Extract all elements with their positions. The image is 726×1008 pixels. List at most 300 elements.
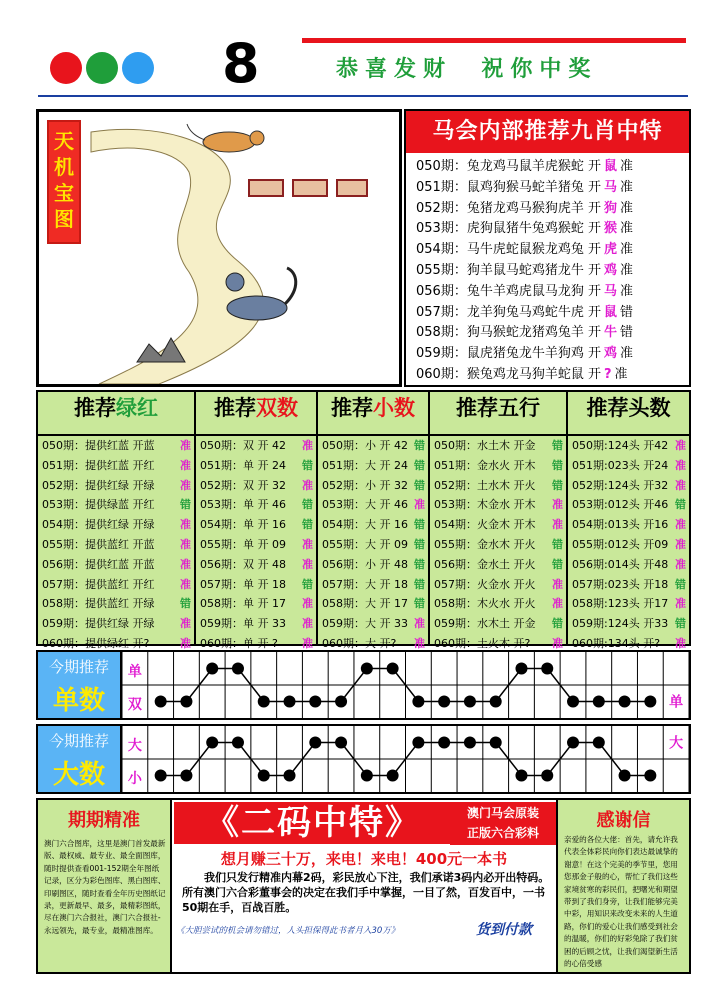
row-text: 051期：金水火 开木 [434,458,536,472]
nine-zodiac-period: 054期： [416,242,467,258]
trend-point [541,770,553,782]
trend-point [490,696,502,708]
nine-zodiac-period: 055期： [416,262,467,278]
table-row [430,515,566,535]
table-row [568,456,689,476]
row-result: 错 [302,518,313,532]
big-small-trend [36,724,691,794]
header-slogan: 恭喜发财 祝你中奖 [336,56,598,82]
nine-zodiac-result: 鸡 [603,346,617,362]
trend-point [258,696,270,708]
row-text: 060期：大 开? [322,636,397,650]
nine-zodiac-result: 马 [603,179,617,195]
table-row [430,594,566,614]
nine-zodiac-status: 错 [620,304,634,320]
table-row [430,495,566,515]
trend-point [387,663,399,675]
left-info-box [38,800,172,972]
trend-point [438,737,450,749]
table-row [568,495,689,515]
nine-zodiac-open: 开 [583,325,601,341]
big-small-trend-label: 今期推荐 大数 [38,726,122,792]
row-text: 058期：提供蓝红 开绿 [42,597,155,611]
trend-point [155,696,167,708]
row-text: 056期：金水土 开火 [434,557,536,571]
table-row [568,515,689,535]
row-text: 050期：提供红蓝 开蓝 [42,439,155,452]
nine-zodiac-period: 050期： [416,159,467,174]
row-text: 059期：大 开 33 [322,617,408,631]
table-row [38,614,194,634]
row-result: 准 [302,557,313,571]
nine-zodiac-open: 开 [583,242,601,258]
table-row [318,456,428,476]
nine-zodiac-period: 059期： [416,346,467,362]
row-text: 051期:023头 开24 [572,458,669,472]
nine-zodiac-zodiac: 猴兔鸡龙马狗羊蛇鼠 [466,366,584,382]
table-row [318,575,428,595]
row-result: 准 [675,557,686,571]
left-info-text: 澳门六合图库，这里是澳门首发最新版、最权威、最专业、最全面图库，随时提供查看001-152期全年图纸记录，区分为彩色图库、黑白图库、印刷图区，随时查看全年历史图纸记录，更新最早、最多，最精彩图纸，尽在澳门六合报社，澳门六合报社-永远领先，最专业，最精准图库。 [44,839,166,935]
nine-zodiac-status: 准 [620,221,634,237]
row-text: 052期：土水木 开火 [434,478,536,492]
row-result: 错 [302,498,313,512]
nine-zodiac-zodiac: 兔龙鸡马鼠羊虎猴蛇 [466,159,584,174]
row-text: 059期：水木土 开金 [434,617,536,631]
row-text: 054期：单 开 16 [200,518,286,532]
row-result: 准 [180,439,191,452]
row-result: 错 [414,597,425,611]
row-result: 准 [552,577,563,591]
nine-zodiac-result: 鼠 [603,304,617,320]
nine-zodiac-period: 058期： [416,325,467,341]
table-row [196,436,316,456]
trend-point [180,770,192,782]
row-result: 错 [675,617,686,631]
table-row [568,614,689,634]
table-row [430,575,566,595]
header-red-line [302,38,686,43]
trend-point [567,696,579,708]
col-head-number-title: 推荐头数 [568,392,689,436]
row-result: 错 [180,597,191,611]
row-result: 错 [552,557,563,571]
table-row [318,535,428,555]
row-result: 错 [302,458,313,472]
nine-zodiac-row [406,282,689,303]
row-text: 060期:134头 开? [572,636,661,650]
table-row [318,495,428,515]
table-row [38,555,194,575]
nine-zodiac-period: 051期： [416,179,467,195]
row-text: 059期:124头 开33 [572,617,669,631]
nine-zodiac-list [406,153,689,386]
row-text: 054期：提供红绿 开绿 [42,518,155,532]
row-text: 058期：单 开 17 [200,597,286,611]
nine-zodiac-zodiac: 虎狗鼠猪牛兔鸡猴蛇 [466,221,584,237]
nine-zodiac-panel [404,109,691,387]
treasure-label: 天机宝图 [47,120,81,244]
trend-point [490,737,502,749]
row-result: 准 [302,636,313,650]
trend-point [309,696,321,708]
row-text: 051期：提供红蓝 开红 [42,458,155,472]
page-number: 8 [222,32,260,95]
row-result: 错 [414,518,425,532]
table-row [38,575,194,595]
row-text: 057期：提供蓝红 开红 [42,577,155,591]
promo-note: 《大胆尝试的机会请勿错过，人头担保得此书者月入30万》 [176,926,400,936]
trend-end-marker: 大 [669,735,684,752]
table-row [430,614,566,634]
hotline-text: 想月赚三十万，来电！来电！400元一本书 [220,850,508,868]
nine-zodiac-result: 虎 [603,242,617,258]
nine-zodiac-open: 开 [583,283,601,299]
table-row [318,594,428,614]
trend-point [412,696,424,708]
nine-zodiac-status: 准 [620,159,634,174]
nine-zodiac-zodiac: 鼠鸡狗猴马蛇羊猪兔 [466,179,584,195]
trend-point [180,696,192,708]
trend-point [206,663,218,675]
col-five-elements-title: 推荐五行 [430,392,566,436]
table-row [318,614,428,634]
row-text: 051期：单 开 24 [200,458,286,472]
nine-zodiac-row [406,178,689,199]
trend-point [284,770,296,782]
promo-body: 我们只发行精准内幕2码，彩民放心下注，我们承诺3码内必开出特码。所有澳门六合彩董事会的决定在我们手中掌握，一目了然，百发百中，一书50期在手，百战百胜。 [182,871,550,914]
nine-zodiac-open: 开 [583,221,601,237]
nine-zodiac-zodiac: 狗马猴蛇龙猪鸡兔羊 [466,325,584,341]
row-result: 准 [302,597,313,611]
thanks-letter-box [556,800,689,972]
row-text: 058期：木火水 开火 [434,597,536,611]
trend-point [593,737,605,749]
row-result: 错 [414,439,425,452]
table-row [38,594,194,614]
two-code-banner: 《二码中特》 [174,802,452,844]
nine-zodiac-row [406,365,689,386]
row-text: 055期：提供蓝红 开蓝 [42,537,155,551]
table-row [430,535,566,555]
table-row [38,476,194,496]
row-text: 060期：土火木 开? [434,636,531,650]
table-row [38,456,194,476]
thanks-letter-title: 感谢信 [596,810,651,831]
nine-zodiac-status: 准 [614,366,628,382]
nine-zodiac-zodiac: 鼠虎猪兔龙牛羊狗鸡 [466,346,584,362]
row-result: 错 [552,537,563,551]
trend-point [335,737,347,749]
trend-point [438,696,450,708]
bottom-ad-panel [36,798,691,974]
nine-zodiac-row [406,199,689,220]
row-result: 错 [180,498,191,512]
trend-point [464,737,476,749]
nine-zodiac-open: 开 [583,159,601,174]
nine-zodiac-row [406,240,689,261]
row-result: 错 [414,577,425,591]
trend-point [155,770,167,782]
nine-zodiac-open: 开 [583,179,601,195]
row-result: 准 [180,518,191,532]
nine-zodiac-result: ? [603,366,612,382]
table-row [568,555,689,575]
nine-zodiac-result: 鸡 [603,262,617,278]
table-row [430,436,566,456]
green-dot [86,52,118,84]
table-row [38,495,194,515]
row-result: 准 [180,478,191,492]
table-row [568,575,689,595]
nine-zodiac-open: 开 [583,262,601,278]
row-result: 准 [414,636,425,650]
row-text: 053期：单 开 46 [200,498,286,512]
row-result: 准 [180,537,191,551]
table-row [196,555,316,575]
nine-zodiac-row [406,303,689,324]
col-odd-even-title: 推荐双数 [196,392,316,436]
trend-end-marker: 单 [669,694,684,711]
table-row [38,535,194,555]
nine-zodiac-title: 马会内部推荐九肖中特 [406,111,689,153]
row-text: 053期:012头 开46 [572,498,669,512]
row-text: 050期：水土木 开金 [434,439,536,452]
row-result: 准 [302,537,313,551]
nine-zodiac-period: 056期： [416,283,467,299]
big-small-trend-chart [122,726,689,792]
row-result: 准 [180,636,191,650]
row-text: 056期：小 开 48 [322,557,408,571]
row-result: 准 [302,617,313,631]
col-green-red-title: 推荐绿红 [38,392,194,436]
table-row [196,575,316,595]
row-text: 055期：单 开 09 [200,537,286,551]
row-text: 050期:124头 开42 [572,439,669,452]
row-text: 057期:023头 开18 [572,577,669,591]
nine-zodiac-open: 开 [583,346,601,362]
row-result: 准 [675,597,686,611]
nine-zodiac-result: 马 [603,283,617,299]
table-row [568,594,689,614]
row-text: 054期：大 开 16 [322,518,408,532]
row-text: 056期：提供红蓝 开蓝 [42,557,155,571]
row-text: 050期：双 开 42 [200,439,286,452]
row-text: 052期：提供红绿 开绿 [42,478,155,492]
row-result: 准 [302,478,313,492]
table-row [196,476,316,496]
trend-axis-label: 大 [127,738,142,754]
trend-point [541,663,553,675]
row-text: 058期:123头 开17 [572,597,669,611]
row-result: 准 [675,636,686,650]
trend-point [464,696,476,708]
nine-zodiac-status: 准 [620,346,634,362]
row-result: 准 [675,439,686,452]
row-text: 050期：小 开 42 [322,439,408,452]
row-result: 错 [552,617,563,631]
row-text: 058期：大 开 17 [322,597,408,611]
nine-zodiac-period: 060期： [416,366,467,382]
row-result: 错 [302,577,313,591]
red-dot [50,52,82,84]
row-text: 053期：大 开 46 [322,498,408,512]
trend-axis-label: 双 [127,697,142,713]
table-row [196,535,316,555]
row-result: 准 [180,617,191,631]
nine-zodiac-open: 开 [583,304,601,320]
row-result: 错 [552,458,563,472]
thanks-letter-text: 亲爱的各位大佬：首先，请允许我代表全体彩民向你们表达最诚挚的谢意！在这个完美的季节里，您用您那金子般的心，帮忙了我们这些家境贫寒的彩民们，把曙光和期望带到了我们身旁，让我们能够完美中彩，用知识来改变未来的人生道路，你们的爱心让我们感受到社会的温暖，你们的好彩兔除了我们贫困的后顾之忧，让我们渴望新生活的心倍受感 [564,835,678,969]
table-row [196,515,316,535]
row-text: 057期：单 开 18 [200,577,286,591]
table-row [430,456,566,476]
nine-zodiac-status: 准 [620,242,634,258]
nine-zodiac-status: 错 [620,325,634,341]
nine-zodiac-zodiac: 马牛虎蛇鼠猴龙鸡兔 [466,242,584,258]
nine-zodiac-row [406,344,689,365]
row-text: 053期：提供绿蓝 开红 [42,498,155,512]
table-row [568,436,689,456]
row-text: 060期：提供绿红 开? [42,636,150,650]
recommend-table [36,390,691,650]
treasure-illustration [39,112,399,384]
row-text: 055期：金水木 开火 [434,537,536,551]
row-result: 错 [414,557,425,571]
row-result: 错 [675,498,686,512]
row-result: 错 [675,577,686,591]
nine-zodiac-period: 057期： [416,304,467,320]
row-result: 准 [414,498,425,512]
table-row [318,515,428,535]
row-text: 054期:013头 开16 [572,518,669,532]
trend-point [361,663,373,675]
row-text: 057期：火金水 开火 [434,577,536,591]
nine-zodiac-row [406,323,689,344]
row-text: 052期：小 开 32 [322,478,408,492]
row-result: 准 [414,617,425,631]
row-result: 错 [414,478,425,492]
odd-even-trend-label: 今期推荐 单数 [38,652,122,718]
nine-zodiac-row [406,219,689,240]
row-result: 准 [552,597,563,611]
trend-point [593,696,605,708]
row-result: 错 [552,439,563,452]
table-row [568,535,689,555]
col-small-big-title: 推荐小数 [318,392,428,436]
table-row [196,456,316,476]
col-small-big [318,392,430,650]
trend-point [567,737,579,749]
odd-even-trend [36,650,691,720]
left-info-title: 期期精准 [68,810,140,831]
table-row [318,555,428,575]
trend-point [361,770,373,782]
row-text: 056期：双 开 48 [200,557,286,571]
trend-point [258,770,270,782]
fence-icon [249,180,367,196]
trend-point [335,696,347,708]
nine-zodiac-status: 准 [620,262,634,278]
nine-zodiac-period: 053期： [416,221,467,237]
nine-zodiac-zodiac: 龙羊狗兔马鸡蛇牛虎 [466,304,584,320]
row-result: 准 [552,636,563,650]
trend-point [619,770,631,782]
row-text: 054期：火金木 开木 [434,518,536,532]
trend-point [284,696,296,708]
row-result: 准 [675,518,686,532]
row-result: 准 [675,478,686,492]
row-text: 055期:012头 开09 [572,537,669,551]
nine-zodiac-result: 鼠 [603,159,617,174]
row-text: 052期:124头 开32 [572,478,669,492]
trend-point [515,663,527,675]
table-row [318,436,428,456]
trend-point [206,737,218,749]
trend-point [412,737,424,749]
row-text: 053期：木金水 开木 [434,498,536,512]
trend-point [309,737,321,749]
row-result: 准 [675,458,686,472]
nine-zodiac-status: 准 [620,200,634,216]
trend-point [644,696,656,708]
nine-zodiac-result: 猴 [603,221,617,237]
nine-zodiac-zodiac: 兔牛羊鸡虎鼠马龙狗 [466,283,584,299]
trend-point [232,663,244,675]
nine-zodiac-open: 开 [583,200,601,216]
nine-zodiac-status: 准 [620,179,634,195]
trend-axis-label: 单 [127,664,142,680]
table-row [430,555,566,575]
row-text: 059期：提供红绿 开绿 [42,617,155,631]
row-result: 错 [414,458,425,472]
trend-point [619,696,631,708]
nine-zodiac-zodiac: 兔猪龙鸡马猴狗虎羊 [466,200,584,216]
row-result: 准 [552,498,563,512]
row-text: 057期：大 开 18 [322,577,408,591]
trend-point [515,770,527,782]
nine-zodiac-period: 052期： [416,200,467,216]
row-result: 准 [180,577,191,591]
col-green-red [38,392,196,650]
odd-even-trend-chart [122,652,689,718]
row-result: 准 [180,557,191,571]
treasure-map-panel [36,109,402,387]
col-odd-even [196,392,318,650]
blue-dot [122,52,154,84]
nine-zodiac-result: 牛 [603,325,617,341]
row-result: 准 [675,537,686,551]
header-blue-line [38,95,688,97]
row-text: 052期：双 开 32 [200,478,286,492]
row-text: 060期：单 开 ? [200,636,278,650]
row-result: 准 [180,458,191,472]
table-row [196,614,316,634]
row-text: 056期:014头 开48 [572,557,669,571]
nine-zodiac-row [406,261,689,282]
nine-zodiac-open: 开 [583,366,601,382]
nine-zodiac-row [406,157,689,178]
table-row [38,436,194,456]
table-row [568,476,689,496]
nine-zodiac-status: 准 [620,283,634,299]
row-text: 055期：大 开 09 [322,537,408,551]
trend-point [232,737,244,749]
trend-axis-label: 小 [127,771,142,787]
table-row [196,594,316,614]
row-text: 059期：单 开 33 [200,617,286,631]
table-row [318,476,428,496]
